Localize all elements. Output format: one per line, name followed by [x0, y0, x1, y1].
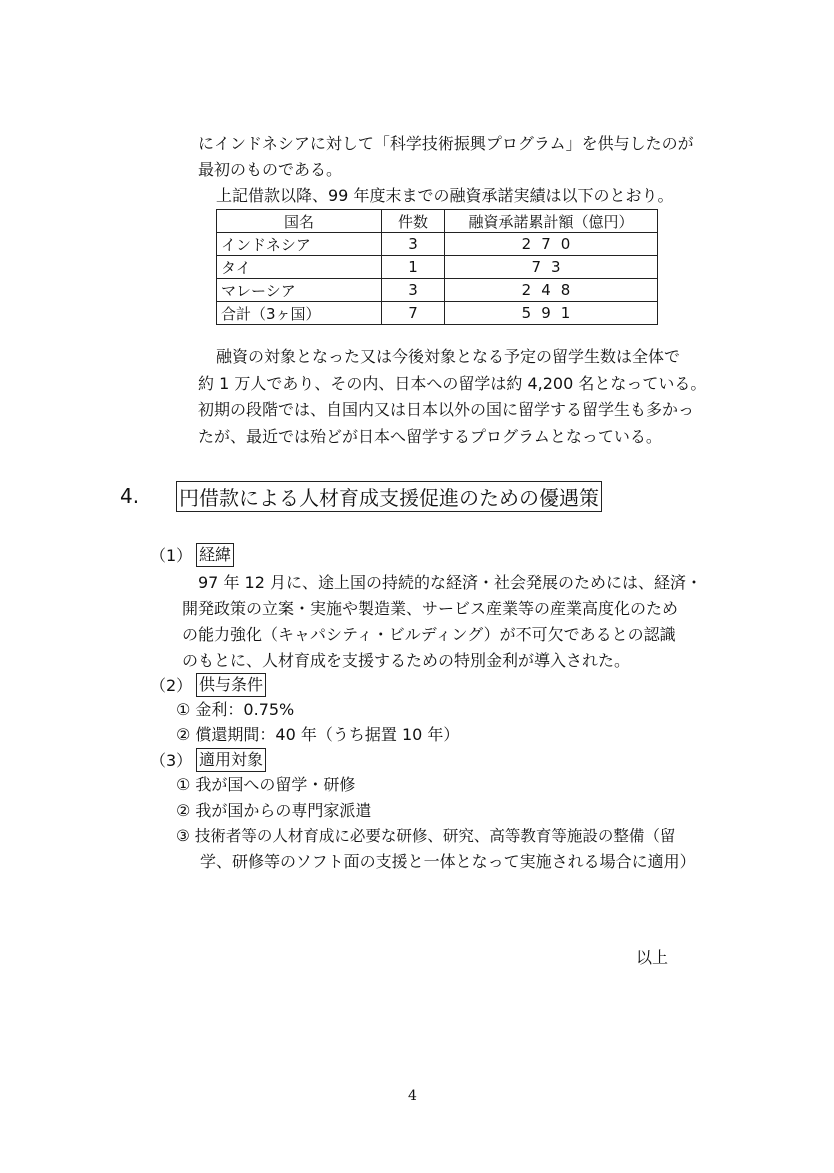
cell-count: 3	[382, 233, 445, 256]
cell-country: タイ	[217, 256, 382, 279]
section-number: 4.	[120, 484, 140, 508]
table-row-total	[217, 302, 658, 325]
cell-amount: 270	[445, 233, 658, 256]
closing-mark: 以上	[636, 948, 669, 967]
sub2-item-1: ① 金利：0.75%	[176, 700, 295, 719]
cell-count: 7	[382, 302, 445, 325]
sub2-number: （2）	[150, 676, 193, 695]
section-title: 円借款による人材育成支援促進のための優遇策	[176, 481, 602, 512]
intro-line-1: にインドネシアに対して「科学技術振興プログラム」を供与したのが	[198, 134, 694, 153]
sub1-line-1: 97 年 12 月に、途上国の持続的な経済・社会発展のためには、経済・	[198, 573, 702, 592]
sub2-item-2: ② 償還期間：40 年（うち据置 10 年）	[176, 725, 460, 744]
cell-amount: 591	[445, 302, 658, 325]
sub3-item-3-line-2: 学、研修等のソフト面の支援と一体となって実施される場合に適用）	[200, 852, 696, 871]
after-table-line-2: 約 1 万人であり、その内、日本への留学は約 4,200 名となっている。	[198, 374, 707, 393]
sub1-line-2: 開発政策の立案・実施や製造業、サービス産業等の産業高度化のため	[182, 599, 679, 618]
cell-country: マレーシア	[217, 279, 382, 302]
table-row	[217, 233, 658, 256]
sub3-item-3-line-1: ③ 技術者等の人材育成に必要な研修、研究、高等教育等施設の整備（留	[176, 827, 676, 845]
sub1-line-4: のもとに、人材育成を支援するための特別金利が導入された。	[182, 651, 631, 670]
after-table-line-4: たが、最近では殆どが日本へ留学するプログラムとなっている。	[198, 427, 662, 446]
sub1-number: （1）	[150, 546, 193, 565]
intro-line-2: 最初のものである。	[198, 160, 343, 179]
after-table-line-3: 初期の段階では、自国内又は日本以外の国に留学する留学生も多かっ	[198, 400, 695, 419]
intro-line-3: 上記借款以降、99 年度末までの融資承諾実績は以下のとおり。	[216, 186, 674, 205]
cell-amount: 248	[445, 279, 658, 302]
sub3-item-2: ② 我が国からの専門家派遣	[176, 801, 372, 820]
sub1-title: 経緯	[196, 543, 234, 567]
sub1-line-3: の能力強化（キャパシティ・ビルディング）が不可欠であるとの認識	[182, 625, 676, 644]
sub3-item-1: ① 我が国への留学・研修	[176, 775, 356, 794]
table-row	[217, 279, 658, 302]
cell-amount: 73	[445, 256, 658, 279]
cell-count: 1	[382, 256, 445, 279]
header-country: 国名	[217, 210, 382, 233]
loan-commitment-table	[216, 209, 658, 325]
table-row	[217, 256, 658, 279]
sub2-title: 供与条件	[196, 673, 266, 697]
table-header-row	[217, 210, 658, 233]
cell-country: インドネシア	[217, 233, 382, 256]
header-count: 件数	[382, 210, 445, 233]
cell-count: 3	[382, 279, 445, 302]
header-amount: 融資承諾累計額（億円）	[445, 210, 658, 233]
after-table-line-1: 融資の対象となった又は今後対象となる予定の留学生数は全体で	[216, 347, 681, 366]
sub3-number: （3）	[150, 751, 193, 770]
cell-country: 合計（3ヶ国）	[217, 302, 382, 325]
page-number: 4	[408, 1088, 417, 1104]
sub3-title: 適用対象	[196, 748, 266, 772]
